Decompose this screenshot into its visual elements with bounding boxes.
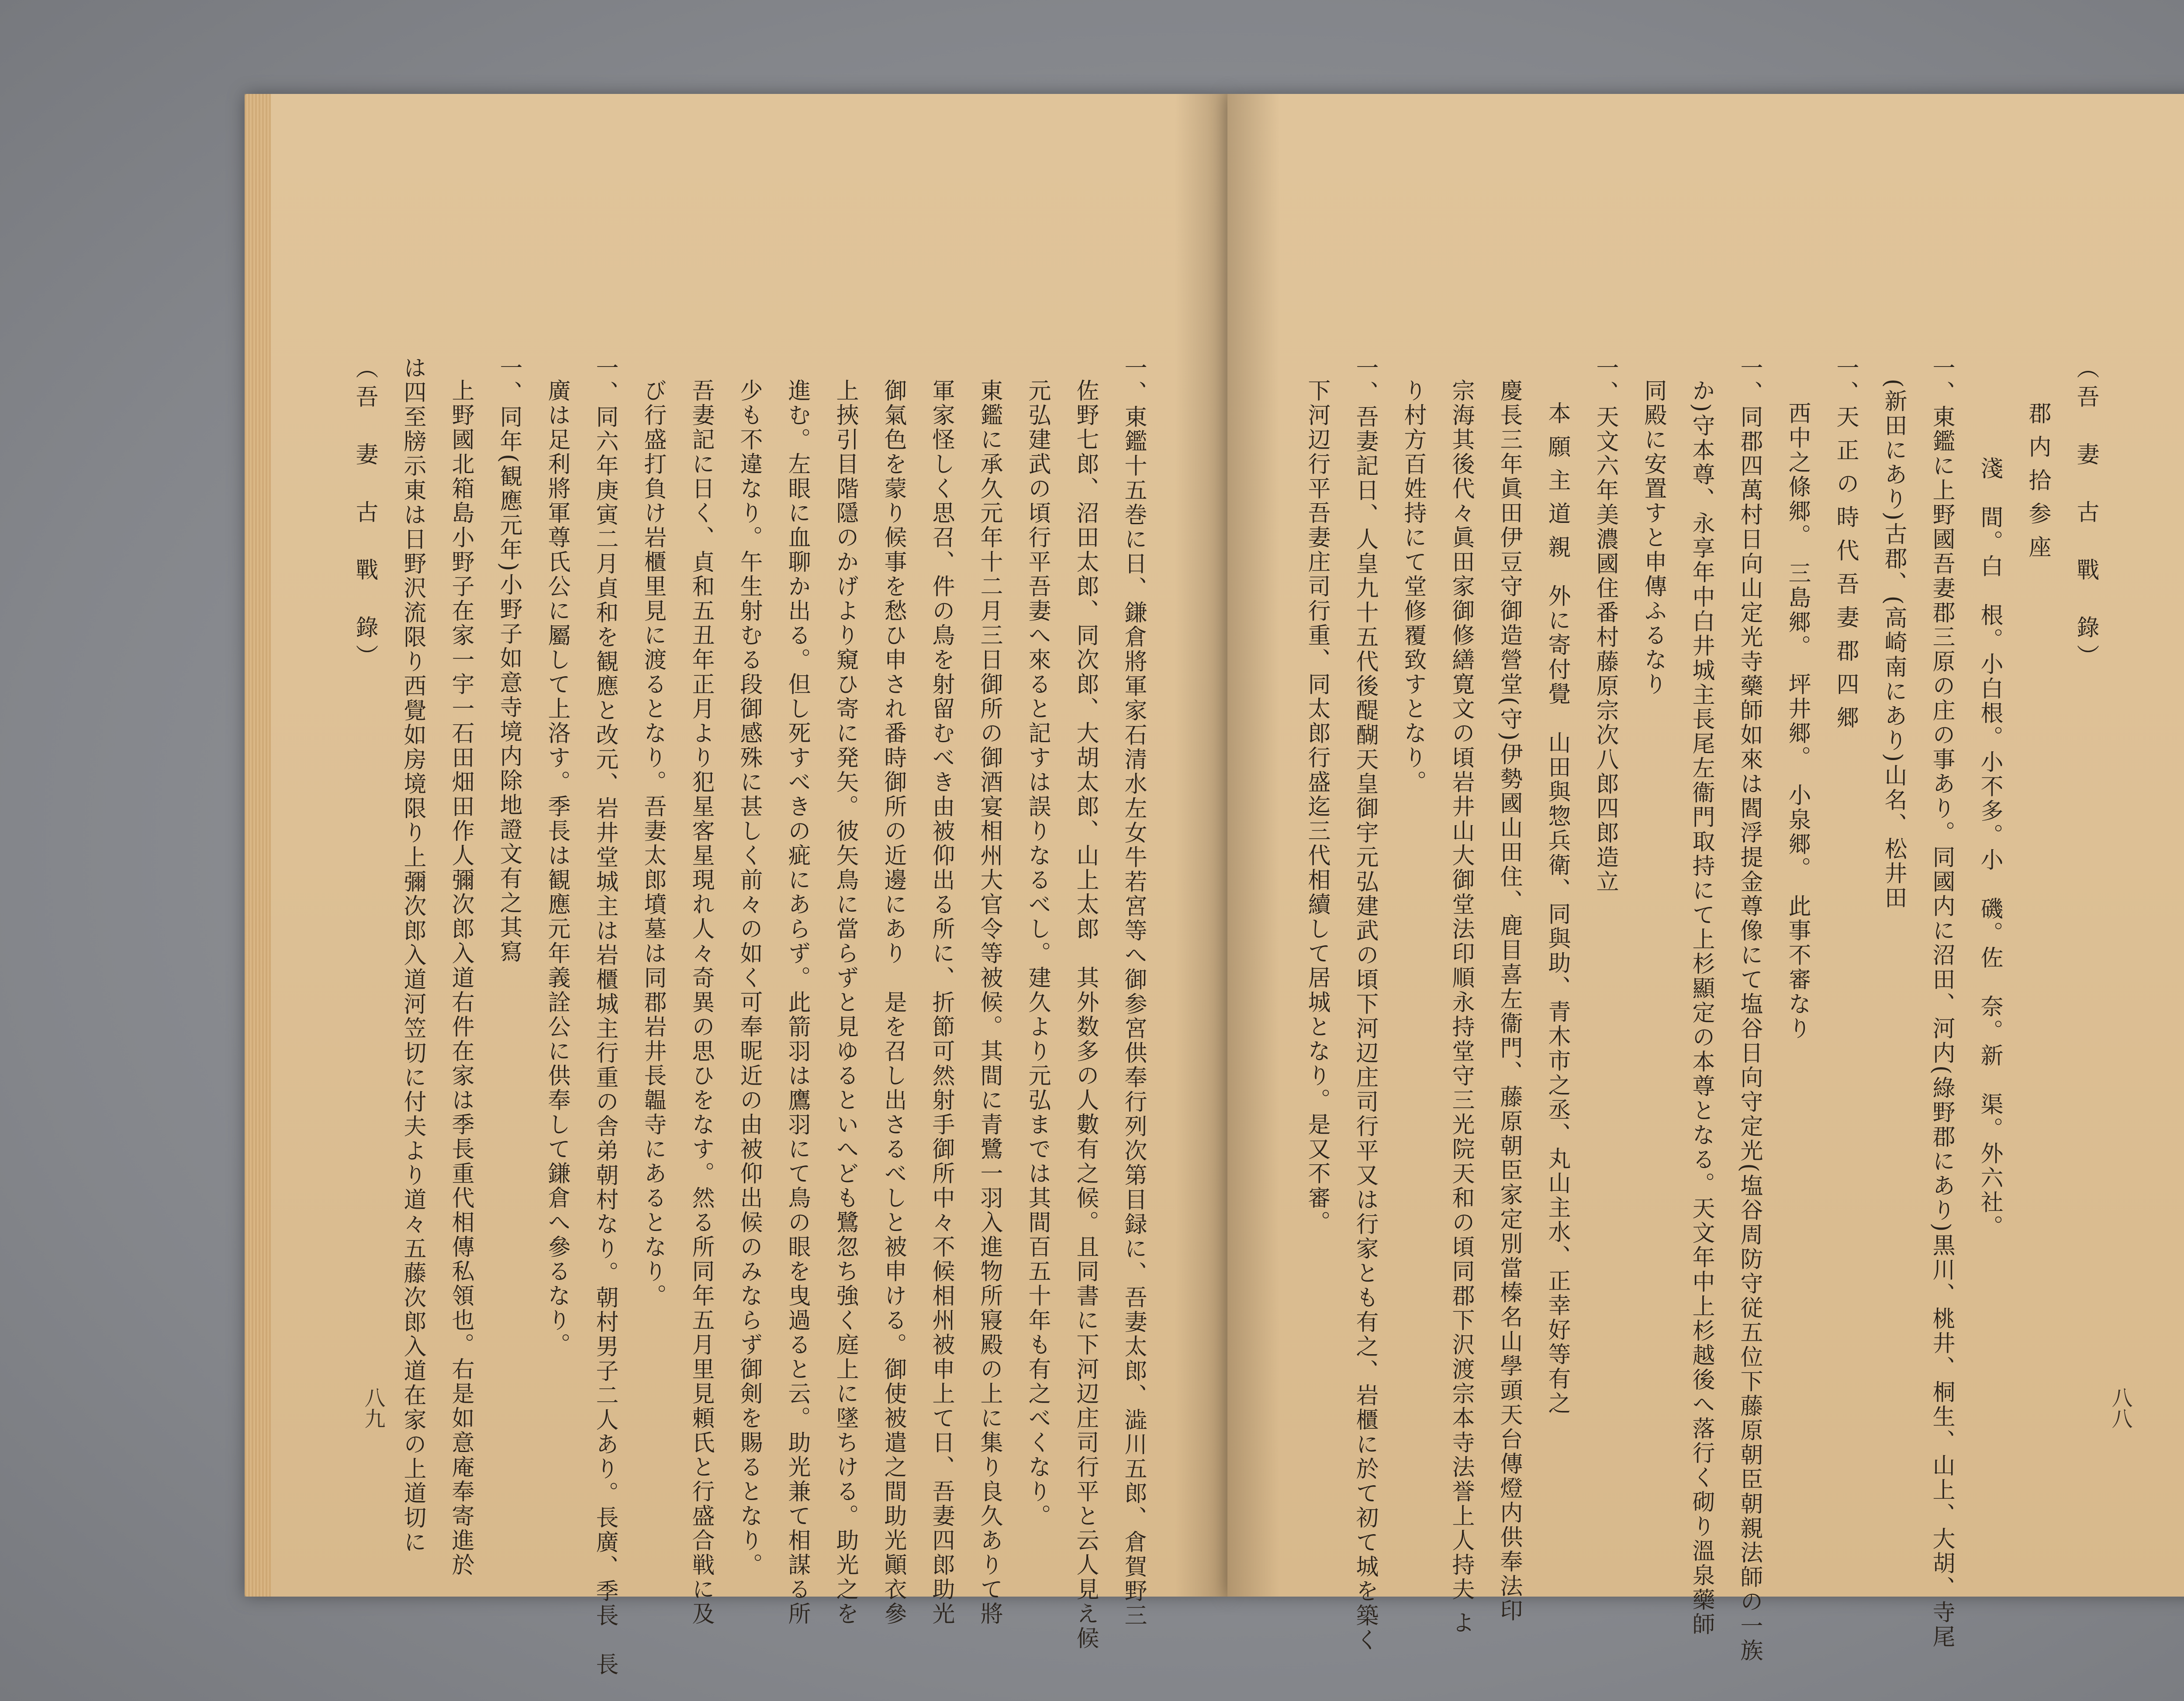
text-line: 西中之條郷。 三島郷。 坪井郷。 小泉郷。 此事不審なり	[1784, 401, 1811, 1041]
text-line: か)守本尊、永享年中白井城主長尾左衞門取持にて上杉顯定の本尊となる。天文年中上杉越後へ落行く砌り溫泉藥師	[1688, 379, 1714, 1637]
text-line: 佐野七郎、沼田太郎、同次郎、大胡太郎、山上太郎 其外数多の人數有之候。且同書に下河辺庄司行平と云人見え候	[1072, 379, 1099, 1651]
text-line: 一、同年(観應元年)小野子如意寺境内除地證文有之其寫	[496, 356, 522, 965]
running-header: （吾 妻 古 戰 錄）	[2073, 356, 2099, 673]
text-line: 下河辺行平吾妻庄司行重、同太郎行盛迄三代相續して居城となり。是又不審。	[1304, 379, 1330, 1235]
text-line: 本 願 主 道 親 外に寄付覺 山田與惣兵衛、同與助、青木市之丞、丸山主水、正幸好等有之	[1544, 401, 1570, 1416]
open-book	[245, 94, 2184, 1677]
text-line: 元弘建武の頃行平吾妻へ來ると記すは誤りなるべし。建久より元弘までは其間百五十年も有之べくなり。	[1024, 379, 1051, 1528]
gutter-shadow	[1227, 94, 1280, 1597]
text-line: 一、天文六年美濃國住番村藤原宗次八郎四郎造立	[1592, 356, 1618, 894]
text-line: 上挾引目階隱のかげより窺ひ寄に発矢。彼矢鳥に當らずと見ゆるといへども鷺忽ち強く庭上に墜ちける。助光之を	[832, 379, 858, 1626]
text-line: 一、同郡四萬村日向山定光寺藥師如來は閻浮提金尊像にて塩谷日向守定光(塩谷周防守従五位下藤原朝臣朝親法師の一族	[1736, 356, 1762, 1663]
text-line: 少も不違なり。午生射むる段御感殊に甚しく前々の如く可奉昵近の由被仰出候のみならず御剣を賜るとなり。	[736, 379, 762, 1577]
text-line: 一、東鑑に上野國吾妻郡三原の庄の事あり。同國内に沼田、河内(綠野郡にあり)黒川、桃井、桐生、山上、大胡、寺尾	[1928, 356, 1955, 1649]
page-edge	[245, 94, 271, 1597]
text-line: 一、同六年庚寅二月貞和を観應と改元、岩井堂城主は岩櫃城主行重の舎弟朝村なり。朝村男子二人あり。長廣、季長 長	[592, 356, 618, 1677]
text-line: 一、東鑑十五巻に日、鎌倉將軍家石清水左女牛若宮等へ御参宮供奉行列次第目録に、吾妻太郎、澁川五郎、倉賀野三	[1120, 356, 1147, 1628]
section-title: 郡 内 拾 参 座	[2025, 401, 2051, 560]
text-line: 一、吾妻記日、人皇九十五代後醍醐天皇御宇元弘建武の頃下河辺庄司行平又は行家とも有之、岩櫃に於て初て城を築く	[1352, 356, 1378, 1653]
right-page	[1227, 94, 2184, 1663]
page-number: 八八	[2108, 1387, 2132, 1429]
text-line: 宗海其後代々眞田家御修繕寛文の頃岩井山大御堂法印順永持堂守三光院天和の頃同郡下沢渡宗本寺法誉上人持夫 よ	[1448, 379, 1474, 1635]
text-line: は四至牓示東は日野沢流限り西覺如房境限り上彌次郎入道河笠切に付夫より道々五藤次郎入道在家の上道切に	[400, 356, 426, 1555]
text-line: 一、天 正 の 時 代 吾 妻 郡 四 郷	[1832, 356, 1859, 730]
text-line: 上野國北箱島小野子在家一宇一石田畑田作人彌次郎入道右件在家は季長重代相傳私領也。右是如意庵奉寄進於	[448, 379, 474, 1577]
text-line: 同殿に安置すと申傳ふるなり	[1640, 379, 1666, 697]
text-line: 廣は足利將軍尊氏公に屬して上洛す。季長は観應元年義詮公に供奉して鎌倉へ參るなり。	[544, 379, 570, 1357]
left-page	[245, 94, 1227, 1677]
text-line: 進む。左眼に血聊か出る。但し死すべきの疵にあらず。此箭羽は鷹羽にて鳥の眼を曳過ると云。助光兼て相謀る所	[784, 379, 810, 1626]
text-line: 軍家怪しく思召、件の鳥を射留むべき由被仰出る所に、折節可然射手御所中々不候相州被申上て日、吾妻四郎助光	[928, 379, 954, 1626]
text-line: 吾妻記に日く、貞和五丑年正月より犯星客星現れ人々奇異の思ひをなす。然る所同年五月里見頼氏と行盛合戦に及	[688, 379, 714, 1626]
running-header: （吾 妻 古 戰 錄）	[352, 356, 378, 673]
text-line: 御氣色を蒙り候事を愁ひ申され番時御所の近邊にあり 是を召し出さるべしと被申ける。御使被遣之間助光顚衣參	[880, 379, 906, 1626]
text-line: (新田にあり)古郡、(高崎南にあり)山名、松井田	[1880, 379, 1907, 911]
text-line: 慶長三年眞田伊豆守御造營堂(守)伊勢國山田住、鹿目喜左衞門、藤原朝臣家定別當榛名山學頭天台傳燈内供奉法印	[1496, 379, 1522, 1623]
right-page-text	[1304, 356, 2110, 1663]
text-line: 東鑑に承久元年十二月三日御所の御酒宴相州大官令等被候。其間に青鷺一羽入進物所寢殿の上に集り良久ありて將	[976, 379, 1002, 1626]
page-number: 八九	[361, 1387, 385, 1429]
text-line: び行盛打負け岩櫃里見に渡るとなり。吾妻太郎墳墓は同郡岩井長韞寺にあるとなり。	[640, 379, 666, 1308]
gutter-shadow	[1175, 94, 1227, 1597]
text-line: り村方百姓持にて堂修覆致すとなり。	[1400, 379, 1426, 795]
text-line: 淺 間。白 根。小白根。小不多。小 磯。佐 奈。新 渠。外六社。	[1977, 456, 2003, 1239]
